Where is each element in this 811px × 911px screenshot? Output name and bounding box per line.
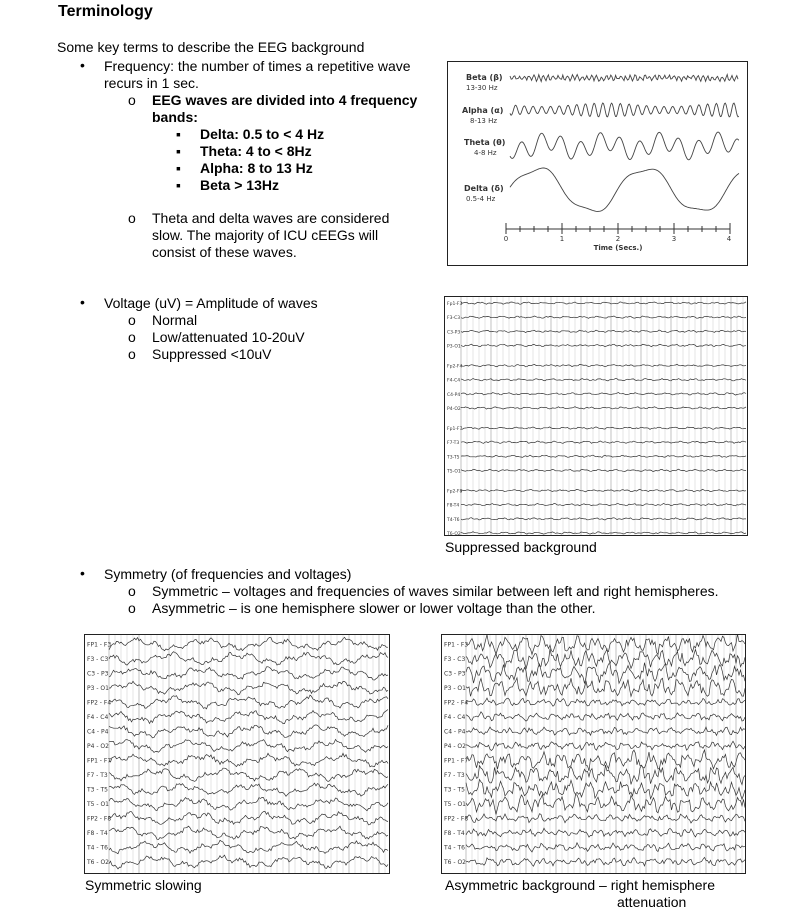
- channel-label: P4 - O2: [87, 742, 109, 750]
- channel-label: F8 - T4: [444, 829, 465, 837]
- channel-label: P3-O1: [447, 344, 461, 350]
- channel-label: T3-T5: [447, 455, 460, 461]
- channel-label: F8 - T4: [87, 829, 108, 837]
- channel-label: Fp1-F7: [447, 427, 463, 433]
- voltage-heading: Voltage (uV) = Amplitude of waves: [104, 295, 318, 311]
- channel-label: FP2 - F8: [87, 815, 112, 823]
- tick-label-0: 0: [503, 235, 509, 243]
- asymmetric-eeg-traces: [442, 635, 745, 873]
- frequency-line-2: recurs in 1 sec.: [104, 75, 199, 91]
- channel-label: Fp2-F4: [447, 364, 463, 370]
- eeg-trace: [461, 427, 746, 430]
- square-bullet: ▪: [176, 160, 181, 176]
- symmetric-caption: Symmetric slowing: [85, 877, 202, 893]
- tick-label-2: 2: [615, 235, 621, 243]
- alpha-wave: [510, 103, 739, 117]
- frequency-line-1: Frequency: the number of times a repetitive wave: [104, 58, 411, 74]
- channel-label: T3 - T5: [444, 786, 465, 794]
- channel-label: P4 - O2: [444, 742, 466, 750]
- eeg-trace: [461, 330, 746, 333]
- channel-label: FP2 - F4: [87, 699, 112, 707]
- bullet-dot: •: [80, 565, 85, 581]
- voltage-normal: Normal: [152, 312, 198, 328]
- channel-label: T4 - T6: [444, 844, 465, 852]
- voltage-low: Low/attenuated 10-20uV: [152, 329, 305, 345]
- tick-label-4: 4: [726, 235, 732, 243]
- channel-label: F7 - T3: [87, 771, 108, 779]
- channel-label: F4 - C4: [444, 713, 466, 721]
- alpha-label: Alpha (α): [462, 106, 504, 115]
- eeg-trace: [461, 469, 746, 471]
- tick-label-3: 3: [671, 235, 677, 243]
- channel-label: F4 - C4: [87, 713, 109, 721]
- sub-bullet-circle: o: [128, 600, 136, 616]
- page-title: Terminology: [58, 3, 153, 20]
- sub-bullet-circle: o: [128, 312, 136, 328]
- eeg-trace: [461, 344, 746, 347]
- beta-range: 13-30 Hz: [466, 84, 498, 92]
- symmetric-eeg-figure: [84, 634, 390, 874]
- channel-label: C3-P3: [447, 330, 461, 336]
- eeg-trace: [461, 393, 746, 396]
- channel-label: T5 - O1: [444, 800, 467, 808]
- theta-wave: [510, 132, 739, 160]
- channel-label: FP1 - F7: [87, 757, 112, 765]
- channel-label: T3 - T5: [87, 786, 108, 794]
- channel-label: P3 - O1: [87, 684, 109, 692]
- channel-label: C4 - P4: [444, 728, 466, 736]
- band-theta: Theta: 4 to < 8Hz: [200, 143, 312, 159]
- eeg-trace: [461, 302, 746, 304]
- channel-label: P4-O2: [447, 406, 461, 412]
- sub-bullet-circle: o: [128, 210, 136, 226]
- symmetric-eeg-traces: [85, 635, 389, 873]
- symmetric-definition: Symmetric – voltages and frequencies of waves similar between left and right hemispheres.: [152, 583, 719, 599]
- eeg-trace: [461, 489, 746, 492]
- eeg-bands-figure: [447, 61, 748, 266]
- eeg-trace: [461, 364, 746, 367]
- channel-label: F7 - T3: [444, 771, 465, 779]
- square-bullet: ▪: [176, 143, 181, 159]
- eeg-trace: [461, 503, 746, 505]
- channel-label: F3-C3: [447, 316, 461, 322]
- channel-label: T4 - T6: [87, 844, 108, 852]
- sub-bullet-circle: o: [128, 329, 136, 345]
- eeg-trace: [461, 379, 746, 381]
- time-axis-label: Time (Secs.): [593, 244, 643, 252]
- intro-text: Some key terms to describe the EEG background: [57, 39, 365, 55]
- eeg-trace: [461, 518, 746, 520]
- channel-label: C4 - P4: [87, 728, 109, 736]
- channel-label: F4-C4: [447, 378, 461, 384]
- theta-label: Theta (θ): [464, 138, 506, 147]
- symmetry-heading: Symmetry (of frequencies and voltages): [104, 566, 352, 582]
- eeg-trace: [461, 316, 746, 318]
- slow-note-line-1: Theta and delta waves are considered: [152, 210, 390, 226]
- channel-label: C4-P4: [447, 392, 461, 398]
- channel-label: P3 - O1: [444, 684, 466, 692]
- alpha-range: 8-13 Hz: [470, 117, 498, 125]
- channel-label: T6-O2: [447, 531, 461, 535]
- channel-label: T6 - O2: [444, 858, 467, 866]
- band-beta: Beta > 13Hz: [200, 177, 279, 193]
- square-bullet: ▪: [176, 177, 181, 193]
- band-alpha: Alpha: 8 to 13 Hz: [200, 160, 313, 176]
- channel-label: FP1 - F3: [87, 641, 112, 649]
- eeg-trace: [461, 455, 746, 457]
- channel-label: Fp1-F3: [447, 302, 463, 308]
- channel-label: F8-T4: [447, 503, 460, 509]
- theta-range: 4-8 Hz: [474, 149, 497, 157]
- channel-label: F3 - C3: [87, 655, 109, 663]
- channel-label: Fp2-F8: [447, 489, 463, 495]
- beta-wave: [510, 75, 738, 82]
- slow-note-line-2: slow. The majority of ICU cEEGs will: [152, 227, 379, 243]
- channel-label: FP1 - F3: [444, 641, 469, 649]
- sub-bullet-circle: o: [128, 346, 136, 362]
- channel-label: T4-T6: [447, 517, 460, 523]
- slow-note-line-3: consist of these waves.: [152, 244, 297, 260]
- delta-range: 0.5-4 Hz: [466, 195, 496, 203]
- channel-label: F7-T3: [447, 441, 460, 447]
- channel-label: F3 - C3: [444, 655, 466, 663]
- asymmetric-definition: Asymmetric – is one hemisphere slower or lower voltage than the other.: [152, 600, 596, 616]
- channel-label: FP2 - F8: [444, 815, 469, 823]
- channel-label: T6 - O2: [87, 858, 110, 866]
- bullet-dot: •: [80, 294, 85, 310]
- band-delta: Delta: 0.5 to < 4 Hz: [200, 126, 325, 142]
- asymmetric-caption-line-1: Asymmetric background – right hemisphere: [445, 877, 716, 893]
- eeg-trace: [461, 441, 746, 443]
- time-axis: [506, 223, 730, 234]
- delta-label: Delta (δ): [464, 184, 504, 193]
- bullet-dot: •: [80, 57, 85, 73]
- suppressed-caption: Suppressed background: [445, 539, 597, 555]
- voltage-suppressed: Suppressed <10uV: [152, 346, 272, 362]
- channel-label: T5 - O1: [87, 800, 110, 808]
- asymmetric-caption-line-2: attenuation: [617, 894, 687, 910]
- square-bullet: ▪: [176, 126, 181, 142]
- eeg-trace: [461, 532, 746, 534]
- sub-bullet-circle: o: [128, 583, 136, 599]
- suppressed-eeg-figure: [444, 296, 748, 536]
- frequency-bands-heading-2: bands:: [152, 109, 198, 125]
- eeg-trace: [461, 407, 746, 409]
- channel-label: C3 - P3: [87, 670, 109, 678]
- channel-label: T5-O1: [447, 469, 461, 475]
- beta-label: Beta (β): [466, 73, 503, 82]
- channel-label: FP2 - F4: [444, 699, 469, 707]
- sub-bullet-circle: o: [128, 92, 136, 108]
- asymmetric-eeg-figure: [441, 634, 746, 874]
- channel-label: C3 - P3: [444, 670, 466, 678]
- frequency-bands-heading-1: EEG waves are divided into 4 frequency: [152, 92, 418, 108]
- delta-wave: [510, 168, 739, 211]
- eeg-bands-plot: [448, 62, 747, 265]
- channel-label: FP1 - F7: [444, 757, 469, 765]
- tick-label-1: 1: [559, 235, 565, 243]
- suppressed-eeg-traces: [445, 297, 747, 535]
